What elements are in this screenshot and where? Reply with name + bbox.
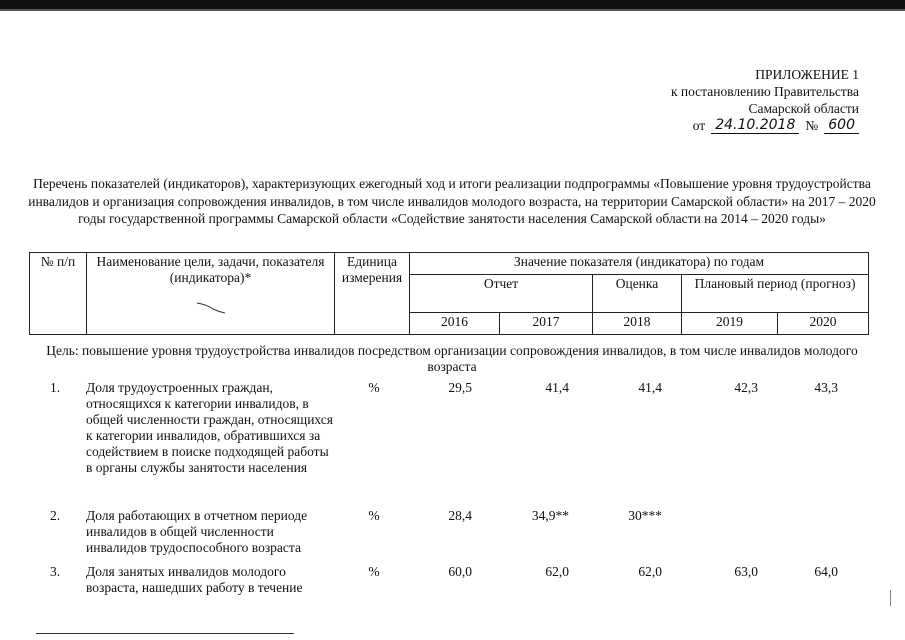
appendix-region-line: Самарской области <box>748 101 859 116</box>
year-2018-header: 2018 <box>593 313 682 335</box>
row-number: 3. <box>50 564 61 579</box>
row-value-2016: 28,4 <box>448 508 472 523</box>
row-value-2018: 41,4 <box>638 380 662 395</box>
handwritten-number: 600 <box>824 118 859 134</box>
col-name-header <box>87 253 335 335</box>
indicator-table-header <box>29 252 869 335</box>
year-2016-header: 2016 <box>410 313 500 335</box>
group-report-header: Отчет <box>410 275 593 313</box>
row-value-2017: 41,4 <box>545 380 569 395</box>
goal-statement: Цель: повышение уровня трудоустройства инвалидов посредством организации сопровождения инвалидов, в том числе инвалидов молодого возраста <box>46 343 858 374</box>
document-heading: Перечень показателей (индикаторов), характеризующих ежегодный ход и итоги реализации подпрограммы «Повышение уровня трудоустройства инвалидов и организация сопровождения инвалидов, в том числе инвалидов молодого возраста, на территории Самарской области» на 2017 – 2020 годы государственной программы Самарской области «Содействие занятости населения Самарской области на 2014 – 2020 годы» <box>28 176 876 226</box>
row-value-2018: 30*** <box>628 508 662 523</box>
scan-edge-mark <box>890 590 891 606</box>
year-2017-header: 2017 <box>500 313 593 335</box>
row-value-2020: 64,0 <box>814 564 838 579</box>
row-value-2017: 62,0 <box>545 564 569 579</box>
row-unit: % <box>368 508 380 523</box>
row-value-2019: 42,3 <box>734 380 758 395</box>
row-indicator-name: Доля занятых инвалидов молодого возраста, нашедших работу в течение <box>86 564 303 595</box>
row-number: 1. <box>50 380 61 395</box>
year-2019-header: 2019 <box>682 313 778 335</box>
year-2020-header: 2020 <box>778 313 869 335</box>
row-value-2016: 60,0 <box>448 564 472 579</box>
row-value-2018: 62,0 <box>638 564 662 579</box>
col-unit-header: Единица измерения <box>335 253 410 335</box>
number-prefix: № <box>805 118 819 133</box>
col-number-header: № п/п <box>30 253 87 335</box>
scan-top-border <box>0 0 905 9</box>
appendix-block <box>671 66 859 134</box>
group-plan-header: Плановый период (прогноз) <box>682 275 869 313</box>
appendix-resolution-line: к постановлению Правительства <box>670 84 859 99</box>
row-unit: % <box>368 380 380 395</box>
row-unit: % <box>368 564 380 579</box>
row-indicator-name: Доля трудоустроенных граждан, относящихся к категории инвалидов, в общей численности граждан, относящихся к категории инвалидов, обратившихся за содействием в поиске подходящей работы в органы службы занятости населения <box>86 380 333 475</box>
scan-top-border-shadow <box>0 9 905 11</box>
footnote-rule <box>36 633 294 634</box>
col-name-label: Наименование цели, задачи, показателя (индикатора)* <box>96 254 325 285</box>
row-number: 2. <box>50 508 61 523</box>
row-value-2017: 34,9** <box>531 508 569 523</box>
row-indicator-name: Доля работающих в отчетном периоде инвалидов в общей численности инвалидов трудоспособного возраста <box>86 508 308 555</box>
row-value-2020: 43,3 <box>814 380 838 395</box>
group-estimate-header: Оценка <box>593 275 682 313</box>
col-values-header: Значение показателя (индикатора) по годам <box>410 253 869 275</box>
date-prefix: от <box>692 118 706 133</box>
row-value-2019: 63,0 <box>734 564 758 579</box>
row-value-2016: 29,5 <box>448 380 472 395</box>
appendix-title: ПРИЛОЖЕНИЕ 1 <box>755 67 859 82</box>
pen-stroke-mark <box>191 300 231 316</box>
appendix-date-number <box>671 117 859 134</box>
handwritten-date: 24.10.2018 <box>711 118 799 134</box>
